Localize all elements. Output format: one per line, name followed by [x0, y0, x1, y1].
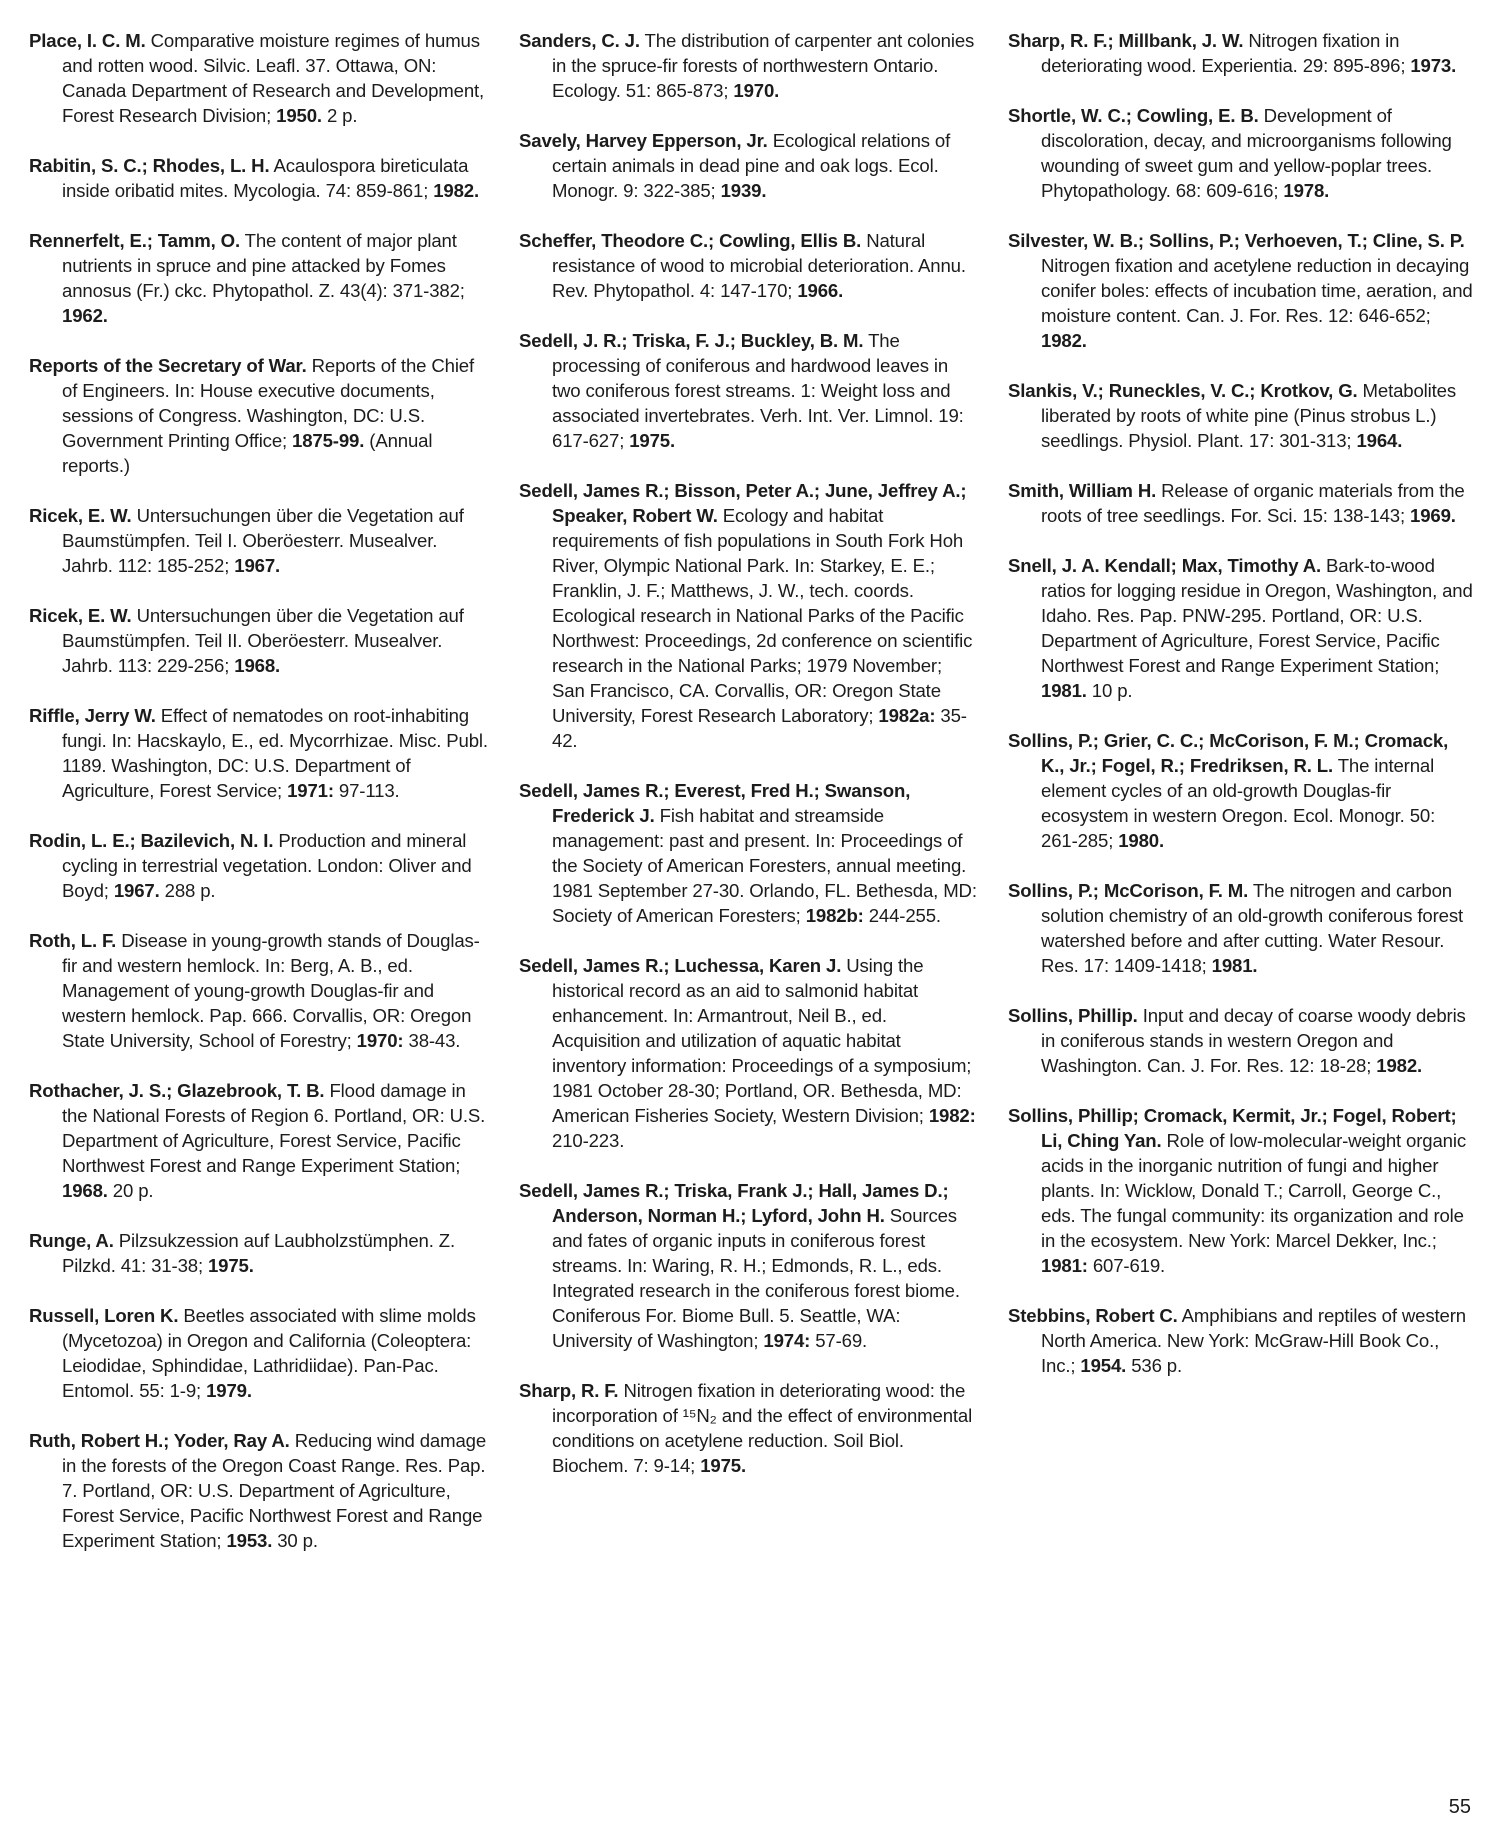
reference-entry — [1008, 378, 1473, 453]
reference-entry — [29, 828, 489, 903]
reference-year: 1967. — [234, 555, 281, 576]
reference-entry — [519, 953, 977, 1153]
reference-author: Roth, L. F. — [29, 930, 117, 951]
reference-body: Acaulospora bireticulata inside oribatid mites. Mycologia. 74: 859-861; — [62, 155, 469, 201]
reference-author: Rabitin, S. C.; Rhodes, L. H. — [29, 155, 270, 176]
reference-author: Ruth, Robert H.; Yoder, Ray A. — [29, 1430, 290, 1451]
reference-year: 1982. — [433, 180, 480, 201]
reference-body: Release of organic materials from the roots of tree seedlings. For. Sci. 15: 138-143; — [1041, 480, 1465, 526]
reference-year: 1953. — [226, 1530, 273, 1551]
reference-entry — [29, 28, 489, 128]
reference-body: Disease in young-growth stands of Douglas-fir and western hemlock. In: Berg, A. B., ed. Management of young-growth Douglas-fir and western hemlock. Pap. 666. Corvallis, OR: Oregon State University, School of Forestry; — [62, 930, 480, 1051]
reference-body: Flood damage in the National Forests of Region 6. Portland, OR: U.S. Department of Agriculture, Forest Service, Pacific Northwest Forest and Range Experiment Station; — [62, 1080, 486, 1176]
reference-entry — [29, 1078, 489, 1203]
reference-body: The processing of coniferous and hardwood leaves in two coniferous forest streams. 1: Weight loss and associated invertebrates. Verh. Int. Ver. Limnol. 19: 617-627; — [552, 330, 964, 451]
reference-entry — [1008, 1303, 1473, 1378]
reference-year: 1970. — [733, 80, 780, 101]
reference-year: 1981. — [1211, 955, 1258, 976]
reference-entry — [29, 1228, 489, 1278]
reference-entry — [1008, 28, 1473, 78]
reference-year: 1982. — [1041, 330, 1087, 351]
reference-entry — [519, 778, 977, 928]
reference-author: Savely, Harvey Epperson, Jr. — [519, 130, 768, 151]
reference-author: Stebbins, Robert C. — [1008, 1305, 1178, 1326]
reference-pages: 57-69. — [810, 1330, 868, 1351]
reference-year: 1975. — [207, 1255, 254, 1276]
reference-entry — [1008, 728, 1473, 853]
reference-author: Sollins, P.; McCorison, F. M. — [1008, 880, 1249, 901]
reference-entry — [1008, 228, 1473, 353]
reference-year: 1939. — [720, 180, 767, 201]
reference-pages: 20 p. — [107, 1180, 154, 1201]
reference-author: Riffle, Jerry W. — [29, 705, 156, 726]
reference-author: Scheffer, Theodore C.; Cowling, Ellis B. — [519, 230, 862, 251]
reference-author: Sollins, Phillip. — [1008, 1005, 1138, 1026]
reference-body: Beetles associated with slime molds (Mycetozoa) in Oregon and California (Coleoptera: Leiodidae, Sphindidae, Lathridiidae). Pan-Pac. Entomol. 55: 1-9; — [62, 1305, 476, 1401]
reference-author: Sharp, R. F. — [519, 1380, 619, 1401]
reference-entry — [29, 503, 489, 578]
reference-year: 1967. — [113, 880, 160, 901]
reference-entry — [1008, 103, 1473, 203]
reference-author: Snell, J. A. Kendall; Max, Timothy A. — [1008, 555, 1322, 576]
reference-body: Reducing wind damage in the forests of the Oregon Coast Range. Res. Pap. 7. Portland, OR: U.S. Department of Agriculture, Forest Service, Pacific Northwest Forest and Range Experiment Station; — [62, 1430, 487, 1551]
reference-author: Sedell, James R.; Everest, Fred H.; Swanson, Frederick J. — [519, 780, 911, 826]
reference-pages: (Annual reports.) — [62, 430, 433, 476]
reference-author: Sedell, James R.; Luchessa, Karen J. — [519, 955, 842, 976]
reference-entry — [1008, 1003, 1473, 1078]
reference-body: Bark-to-wood ratios for logging residue in Oregon, Washington, and Idaho. Res. Pap. PNW-295. Portland, OR: U.S. Department of Agriculture, Forest Service, Pacific Northwest Forest and Range Experiment Station; — [1041, 555, 1473, 676]
reference-year: 1982: — [928, 1105, 976, 1126]
reference-pages: 2 p. — [321, 105, 358, 126]
reference-entry — [29, 1428, 489, 1553]
reference-body: The distribution of carpenter ant colonies in the spruce-fir forests of northwestern Ontario. Ecology. 51: 865-873; — [552, 30, 975, 101]
reference-pages: 35-42. — [552, 705, 967, 751]
reference-body: Amphibians and reptiles of western North America. New York: McGraw-Hill Book Co., Inc.; — [1041, 1305, 1466, 1376]
reference-year: 1973. — [1410, 55, 1457, 76]
reference-year: 1969. — [1410, 505, 1456, 526]
reference-author: Rothacher, J. S.; Glazebrook, T. B. — [29, 1080, 325, 1101]
reference-author: Reports of the Secretary of War. — [29, 355, 307, 376]
reference-entry — [519, 1178, 977, 1353]
reference-body: Pilzsukzession auf Laubholzstümphen. Z. Pilzkd. 41: 31-38; — [62, 1230, 456, 1276]
reference-year: 1954. — [1080, 1355, 1127, 1376]
reference-author: Rennerfelt, E.; Tamm, O. — [29, 230, 240, 251]
reference-year: 1950. — [276, 105, 322, 126]
reference-entry — [29, 928, 489, 1053]
reference-entry — [1008, 878, 1473, 978]
reference-body: Development of discoloration, decay, and microorganisms following wounding of sweet gum and yellow-poplar trees. Phytopathology. 68: 609-616; — [1041, 105, 1452, 201]
reference-entry — [29, 228, 489, 328]
reference-year: 1981: — [1041, 1255, 1088, 1276]
reference-entry — [519, 128, 977, 203]
reference-pages: 536 p. — [1126, 1355, 1182, 1376]
reference-author: Shortle, W. C.; Cowling, E. B. — [1008, 105, 1259, 126]
reference-entry — [29, 703, 489, 803]
reference-year: 1980. — [1118, 830, 1165, 851]
reference-year: 1982a: — [878, 705, 936, 726]
reference-body: Untersuchungen über die Vegetation auf Baumstümpfen. Teil I. Oberöesterr. Musealver. Jahrb. 112: 185-252; — [62, 505, 464, 576]
reference-pages: 10 p. — [1086, 680, 1133, 701]
reference-entry — [29, 603, 489, 678]
reference-year: 1982. — [1376, 1055, 1423, 1076]
reference-author: Ricek, E. W. — [29, 505, 132, 526]
reference-pages: 288 p. — [159, 880, 216, 901]
reference-year: 1966. — [797, 280, 844, 301]
reference-year: 1981. — [1041, 680, 1087, 701]
reference-year: 1974: — [763, 1330, 811, 1351]
reference-author: Sollins, P.; Grier, C. C.; McCorison, F. M.; Cromack, K., Jr.; Fogel, R.; Fredriksen, R. L. — [1008, 730, 1449, 776]
reference-entry — [29, 153, 489, 203]
reference-pages: 30 p. — [272, 1530, 318, 1551]
reference-year: 1970: — [356, 1030, 404, 1051]
reference-body: Ecology and habitat requirements of fish populations in South Fork Hoh River, Olympic National Park. In: Starkey, E. E.; Franklin, J. F.; Matthews, J. W., tech. coords. Ecological research in National Parks of the Pacific Northwest: Proceedings, 2d conference on scientific research in the National Parks; 1979 November; San Francisco, CA. Corvallis, OR: Oregon State University, Forest Research Laboratory; — [552, 505, 973, 726]
reference-body: The content of major plant nutrients in spruce and pine attacked by Fomes annosus (Fr.) ckc. Phytopathol. Z. 43(4): 371-382; — [62, 230, 465, 301]
reference-body: Role of low-molecular-weight organic acids in the inorganic nutrition of fungi and higher plants. In: Wicklow, Donald T.; Carroll, George C., eds. The fungal community: its organization and role in the ecosystem. New York: Marcel Dekker, Inc.; — [1041, 1130, 1466, 1251]
reference-body: Production and mineral cycling in terrestrial vegetation. London: Oliver and Boyd; — [62, 830, 472, 901]
reference-author: Russell, Loren K. — [29, 1305, 179, 1326]
reference-author: Sharp, R. F.; Millbank, J. W. — [1008, 30, 1244, 51]
reference-entry — [519, 478, 977, 753]
reference-entry — [519, 228, 977, 303]
reference-author: Smith, William H. — [1008, 480, 1157, 501]
column-1 — [29, 28, 489, 1578]
reference-year: 1979. — [206, 1380, 252, 1401]
reference-author: Slankis, V.; Runeckles, V. C.; Krotkov, G. — [1008, 380, 1358, 401]
reference-body: Ecological relations of certain animals in dead pine and oak logs. Ecol. Monogr. 9: 322-385; — [552, 130, 951, 201]
reference-body: Using the historical record as an aid to salmonid habitat enhancement. In: Armantrout, Neil B., ed. Acquisition and utilization of aquatic habitat inventory information: Proceedings of a symposium; 1981 October 28-30; Portland, OR. Bethesda, MD: American Fisheries Society, Western Division; — [552, 955, 972, 1126]
reference-author: Sollins, Phillip; Cromack, Kermit, Jr.; Fogel, Robert; Li, Ching Yan. — [1008, 1105, 1457, 1151]
column-3 — [1008, 28, 1473, 1403]
reference-pages: 244-255. — [863, 905, 941, 926]
reference-entry — [1008, 478, 1473, 528]
reference-entry — [29, 1303, 489, 1403]
reference-author: Sedell, James R.; Bisson, Peter A.; June, Jeffrey A.; Speaker, Robert W. — [519, 480, 967, 526]
reference-entry — [519, 1378, 977, 1478]
reference-year: 1968. — [234, 655, 281, 676]
reference-author: Sanders, C. J. — [519, 30, 640, 51]
reference-body: Metabolites liberated by roots of white pine (Pinus strobus L.) seedlings. Physiol. Plant. 17: 301-313; — [1041, 380, 1456, 451]
reference-body: Effect of nematodes on root-inhabiting fungi. In: Hacskaylo, E., ed. Mycorrhizae. Misc. Publ. 1189. Washington, DC: U.S. Department of Agriculture, Forest Service; — [62, 705, 488, 801]
reference-author: Rodin, L. E.; Bazilevich, N. I. — [29, 830, 274, 851]
reference-body: Comparative moisture regimes of humus and rotten wood. Silvic. Leafl. 37. Ottawa, ON: Canada Department of Research and Development, Forest Research Division; — [62, 30, 485, 126]
reference-author: Place, I. C. M. — [29, 30, 146, 51]
reference-body: Sources and fates of organic inputs in coniferous forest streams. In: Waring, R. H.; Edmonds, R. L., eds. Integrated research in the coniferous forest biome. Coniferous For. Biome Bull. 5. Seattle, WA: University of Washington; — [552, 1205, 960, 1351]
reference-body: Untersuchungen über die Vegetation auf Baumstümpfen. Teil II. Oberöesterr. Musealver. Jahrb. 113: 229-256; — [62, 605, 464, 676]
reference-entry — [1008, 1103, 1473, 1278]
reference-body: Fish habitat and streamside management: past and present. In: Proceedings of the Society of American Foresters, annual meeting. 1981 September 27-30. Orlando, FL. Bethesda, MD: Society of American Foresters; — [552, 805, 977, 926]
reference-year: 1975. — [629, 430, 676, 451]
reference-body: The internal element cycles of an old-growth Douglas-fir ecosystem in western Oregon. Ecol. Monogr. 50: 261-285; — [1041, 755, 1436, 851]
reference-year: 1968. — [62, 1180, 108, 1201]
reference-pages: 97-113. — [333, 780, 400, 801]
reference-body: Reports of the Chief of Engineers. In: House executive documents, sessions of Congress. Washington, DC: U.S. Government Printing Office; — [62, 355, 475, 451]
reference-author: Sedell, James R.; Triska, Frank J.; Hall, James D.; Anderson, Norman H.; Lyford, John H. — [519, 1180, 949, 1226]
reference-entry — [29, 353, 489, 478]
reference-author: Runge, A. — [29, 1230, 114, 1251]
reference-year: 1964. — [1356, 430, 1403, 451]
reference-body: Nitrogen fixation and acetylene reduction in decaying conifer boles: effects of incubation time, aeration, and moisture content. Can. J. For. Res. 12: 646-652; — [1041, 255, 1473, 326]
reference-year: 1978. — [1283, 180, 1330, 201]
reference-body: The nitrogen and carbon solution chemistry of an old-growth coniferous forest watershed before and after cutting. Water Resour. Res. 17: 1409-1418; — [1041, 880, 1463, 976]
reference-year: 1875-99. — [292, 430, 365, 451]
reference-pages: 210-223. — [552, 1130, 625, 1151]
reference-year: 1975. — [700, 1455, 746, 1476]
reference-body: Natural resistance of wood to microbial deterioration. Annu. Rev. Phytopathol. 4: 147-170; — [552, 230, 966, 301]
reference-entry — [519, 28, 977, 103]
reference-author: Sedell, J. R.; Triska, F. J.; Buckley, B. M. — [519, 330, 864, 351]
reference-body: Input and decay of coarse woody debris in coniferous stands in western Oregon and Washington. Can. J. For. Res. 12: 18-28; — [1041, 1005, 1466, 1076]
reference-year: 1971: — [287, 780, 334, 801]
column-2 — [519, 28, 977, 1503]
reference-pages: 607-619. — [1087, 1255, 1166, 1276]
reference-pages: 38-43. — [403, 1030, 461, 1051]
reference-author: Silvester, W. B.; Sollins, P.; Verhoeven, T.; Cline, S. P. — [1008, 230, 1465, 251]
reference-year: 1982b: — [805, 905, 864, 926]
reference-author: Ricek, E. W. — [29, 605, 132, 626]
reference-body: Nitrogen fixation in deteriorating wood: the incorporation of ¹⁵N₂ and the effect of environmental conditions on acetylene reduction. Soil Biol. Biochem. 7: 9-14; — [552, 1380, 973, 1476]
reference-entry — [1008, 553, 1473, 703]
reference-body: Nitrogen fixation in deteriorating wood. Experientia. 29: 895-896; — [1041, 30, 1411, 76]
reference-entry — [519, 328, 977, 453]
page-number: 55 — [1448, 1796, 1471, 1818]
reference-year: 1962. — [62, 305, 108, 326]
